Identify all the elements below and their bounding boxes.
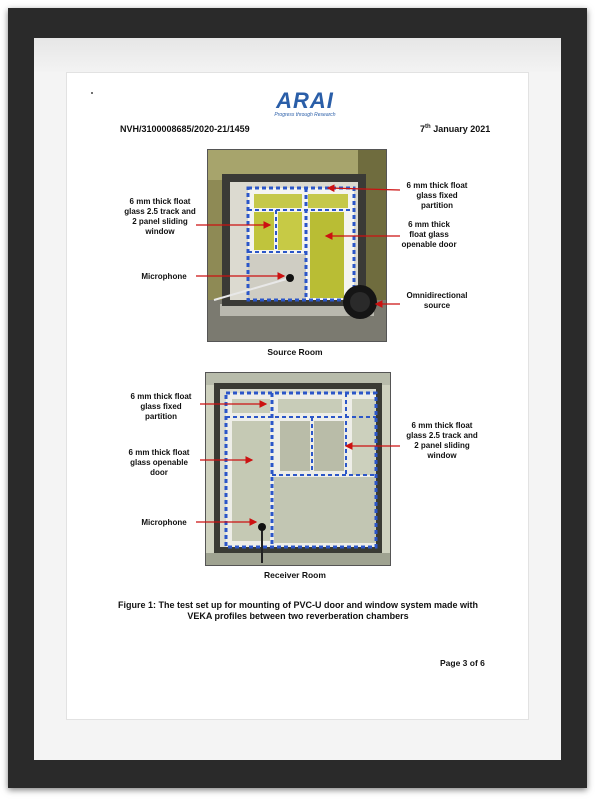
receiver-label-openable-door: 6 mm thick float glass openable door [128, 448, 190, 477]
receiver-room-caption: Receiver Room [264, 570, 326, 580]
receiver-room-photo [205, 372, 391, 566]
source-label-openable-door: 6 mm thick float glass openable door [401, 220, 457, 249]
receiver-label-microphone: Microphone [141, 518, 187, 527]
receiver-label-fixed-partition: 6 mm thick float glass fixed partition [130, 392, 192, 421]
source-label-omni-source: Omnidirectional source [406, 291, 468, 310]
receiver-room-image [206, 373, 390, 565]
source-label-microphone: Microphone [141, 272, 187, 281]
source-label-sliding-window: 6 mm thick float glass 2.5 track and 2 panel sliding window [124, 197, 196, 236]
reference-number: NVH/3100008685/2020-21/1459 [120, 124, 250, 134]
arai-logo [265, 90, 345, 118]
logo-tagline: Progress through Research [274, 112, 336, 118]
receiver-label-sliding-window: 6 mm thick float glass 2.5 track and 2 panel sliding window [406, 421, 478, 460]
report-date: 7th January 2021 [420, 124, 491, 134]
figure-caption: Figure 1: The test set up for mounting of PVC-U door and window system made with VEKA profiles between two reverberation chambers [117, 600, 479, 621]
source-label-fixed-partition: 6 mm thick float glass fixed partition [406, 181, 468, 210]
source-room-image [208, 150, 386, 341]
page-number: Page 3 of 6 [440, 658, 485, 668]
source-room-caption: Source Room [267, 347, 323, 357]
source-room-photo [207, 149, 387, 342]
page-mark [91, 92, 93, 94]
logo-text: ARAI [276, 88, 334, 113]
